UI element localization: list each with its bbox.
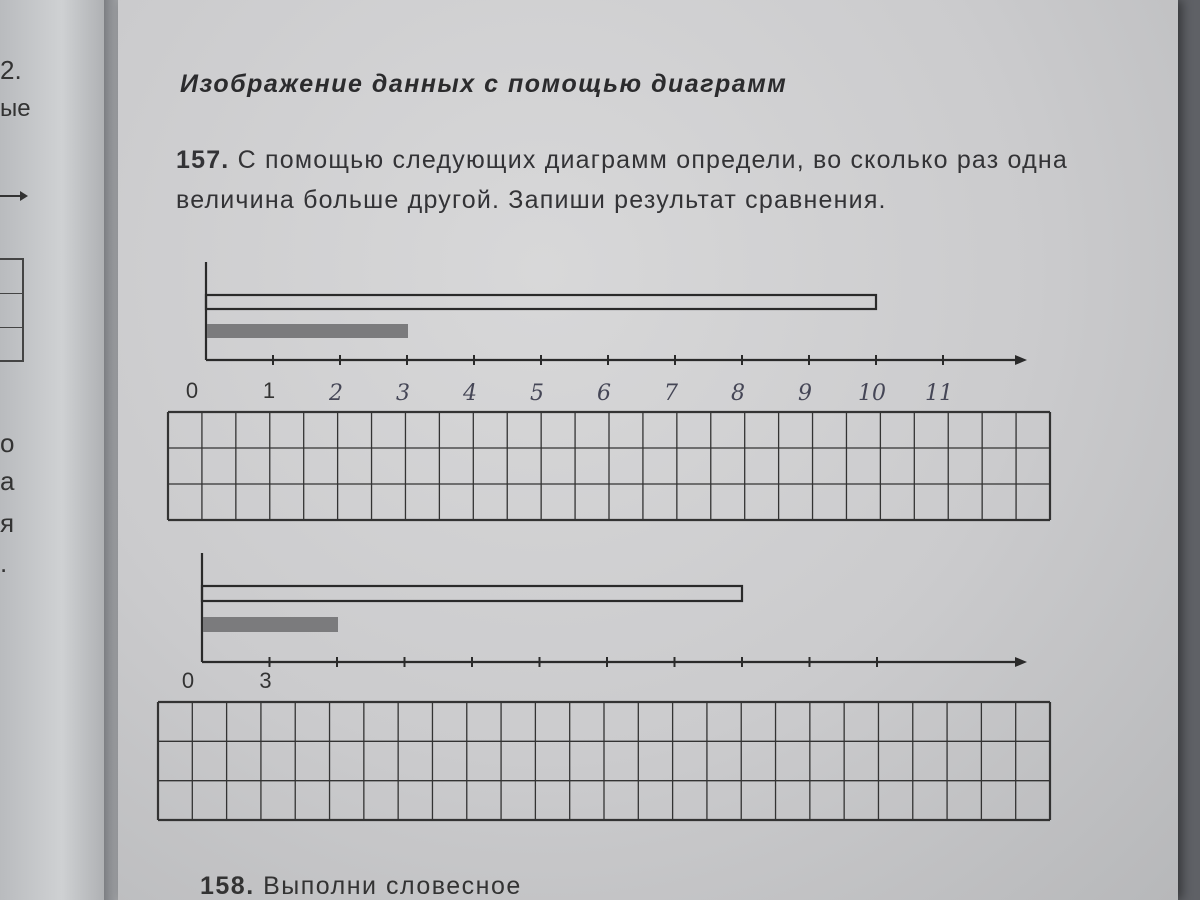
handwritten-tick-label: 6 [597,381,611,406]
previous-page-text: о [0,428,15,458]
previous-page-text: ые [0,95,31,122]
tick-label: 1 [262,378,276,403]
answer-grid[interactable] [168,412,1050,520]
handwritten-tick-label: 8 [731,381,745,406]
handwritten-tick-label: 4 [463,381,477,406]
tick-label: 3 [259,668,272,693]
handwritten-tick-label: 11 [925,381,953,406]
previous-page-edge [0,0,112,900]
textbook-page [118,0,1178,900]
task-number: 157. [176,146,230,174]
task-text: С помощью следующих диаграмм определи, во сколько раз одна величина больше другой. Запиши результат сравнения. [176,146,1069,214]
previous-page-text: я [0,508,15,538]
answer-grid[interactable] [158,702,1050,820]
arrow-icon [0,195,26,197]
handwritten-tick-label: 2 [329,381,343,406]
handwritten-tick-label: 3 [396,381,410,406]
handwritten-tick-label: 9 [798,381,812,406]
tick-label: 0 [181,668,195,693]
previous-page-text: а [0,466,15,496]
section-heading: Изображение данных с помощью диаграмм [180,70,788,98]
handwritten-tick-label: 10 [858,381,886,406]
handwritten-tick-label: 5 [530,381,544,406]
answer-grids [118,0,1178,900]
next-task [200,872,522,900]
next-task-text: Выполни словесное [263,872,522,900]
tick-label: 0 [185,378,199,403]
previous-page-text: . [0,548,8,578]
previous-page-table [0,258,24,362]
next-task-number: 158. [200,872,255,900]
previous-page-text: 2. [0,55,22,85]
handwritten-tick-label: 7 [664,381,678,406]
